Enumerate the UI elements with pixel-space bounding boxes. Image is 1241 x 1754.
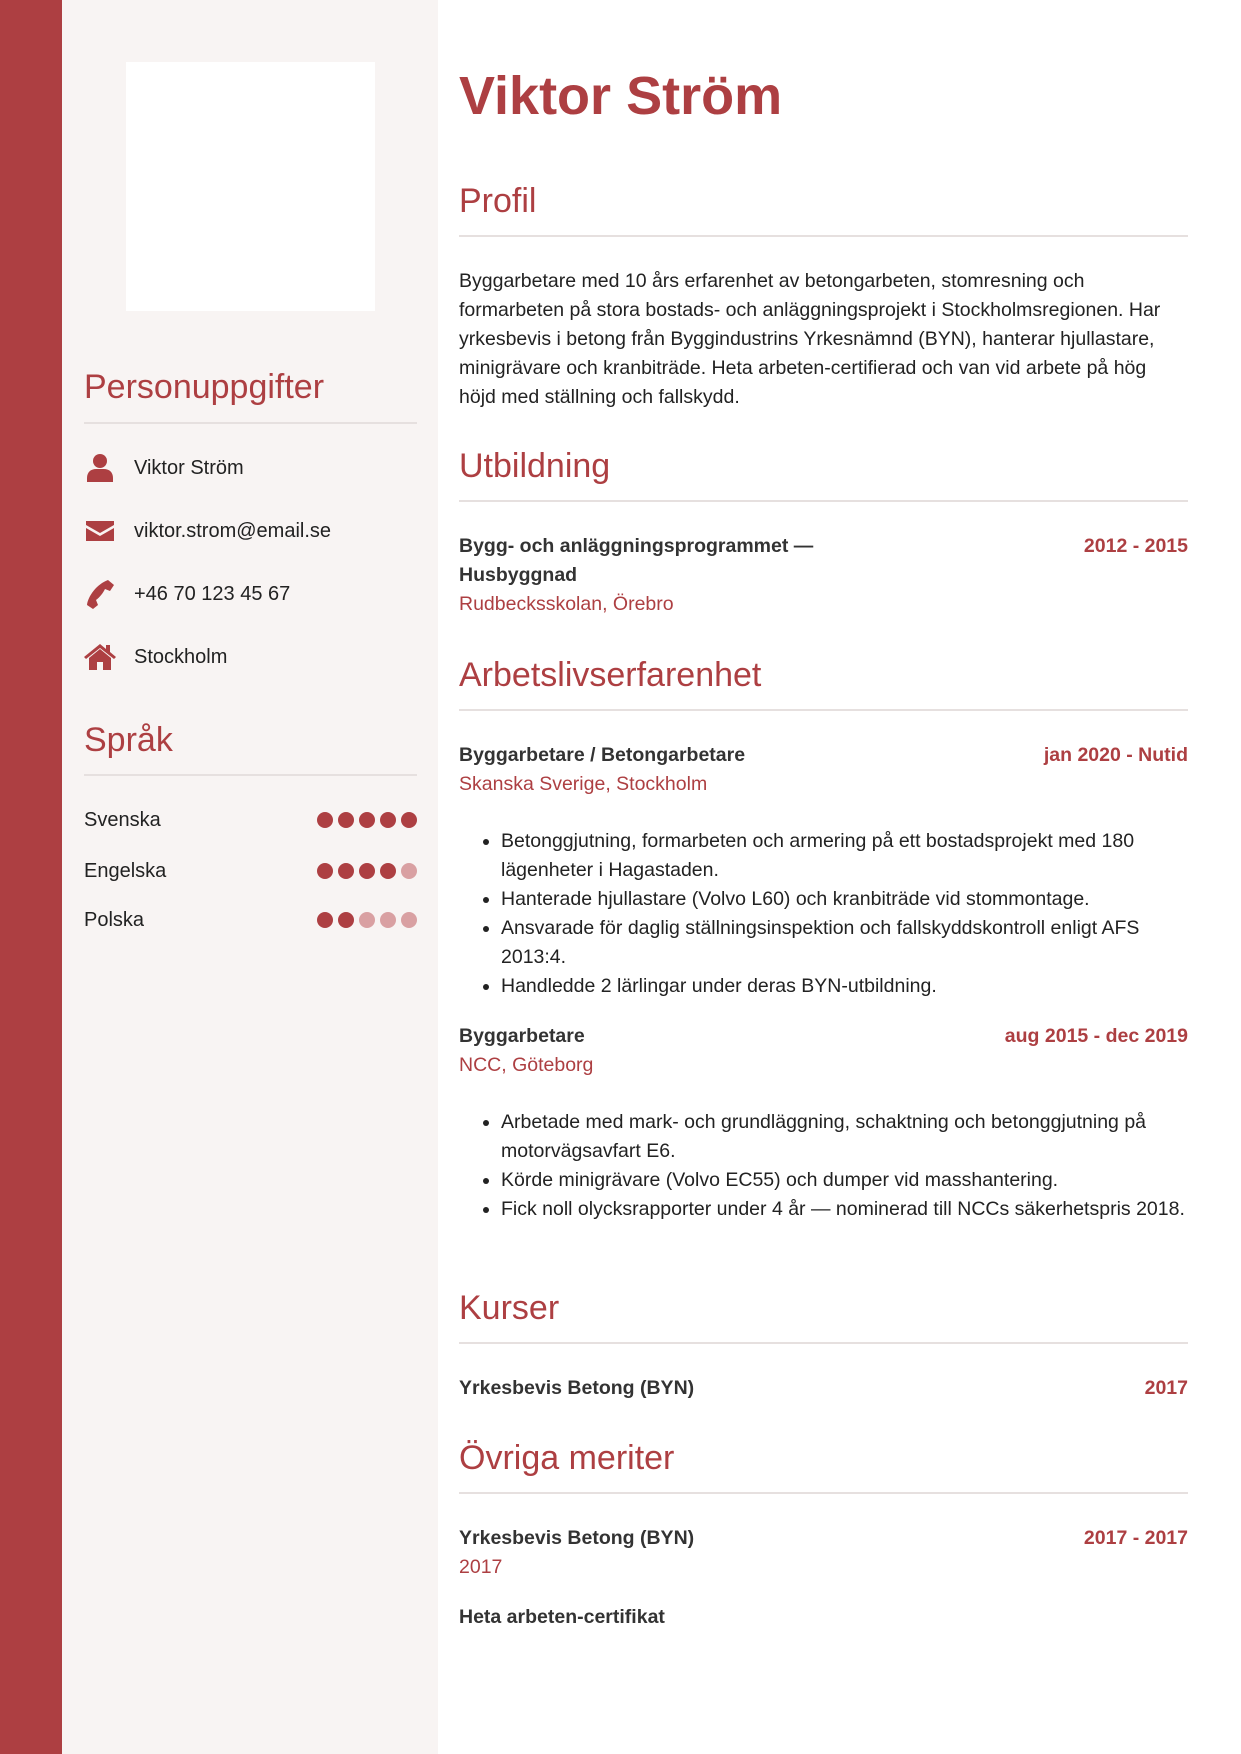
contact-email[interactable] xyxy=(84,516,331,546)
language-row xyxy=(84,905,417,935)
job-date: aug 2015 - dec 2019 xyxy=(1004,1025,1188,1047)
job-date: jan 2020 - Nutid xyxy=(1043,744,1188,766)
level-dot xyxy=(338,863,354,879)
entry-title: Heta arbeten-certifikat xyxy=(459,1606,665,1628)
language-name: Svenska xyxy=(84,808,161,831)
level-dot xyxy=(380,812,396,828)
language-level xyxy=(317,863,417,879)
job-entry xyxy=(459,1022,1188,1224)
bullet-item: • Betonggjutning, formarbeten och armering på ett bostadsprojekt med 180 lägenheter i Hagastaden. xyxy=(501,827,1188,885)
level-dot xyxy=(317,912,333,928)
education-section xyxy=(459,446,1188,619)
personal-heading: Personuppgifter xyxy=(84,368,325,406)
section-heading: Övriga meriter xyxy=(459,1439,675,1477)
level-dot xyxy=(380,912,396,928)
language-row xyxy=(84,856,417,886)
divider xyxy=(459,709,1188,711)
entry-date: 2017 - 2017 xyxy=(1083,1527,1188,1549)
envelope-icon xyxy=(84,515,116,547)
level-dot xyxy=(338,812,354,828)
divider xyxy=(459,500,1188,502)
level-dot xyxy=(401,812,417,828)
user-icon xyxy=(84,452,116,484)
contact-phone[interactable] xyxy=(84,579,290,609)
divider xyxy=(459,1342,1188,1344)
bullet-item: • Hanterade hjullastare (Volvo L60) och kranbiträde vid stommontage. xyxy=(501,885,1188,914)
job-bullets xyxy=(459,827,1188,1001)
bullet-item: • Körde minigrävare (Volvo EC55) och dumper vid masshantering. xyxy=(501,1166,1188,1195)
level-dot xyxy=(359,912,375,928)
contact-text: viktor.strom@email.se xyxy=(134,519,332,542)
profile-section xyxy=(459,181,1188,412)
other-section xyxy=(459,1438,1188,1632)
contact-name xyxy=(84,453,244,483)
job-company: NCC, Göteborg xyxy=(459,1054,594,1076)
candidate-name: Viktor Ström xyxy=(459,66,783,126)
language-name: Engelska xyxy=(84,859,167,882)
language-name: Polska xyxy=(84,908,145,931)
level-dot xyxy=(401,863,417,879)
entry-date: 2017 xyxy=(1144,1377,1188,1399)
language-row xyxy=(84,805,417,835)
profile-photo xyxy=(126,62,375,311)
level-dot xyxy=(380,863,396,879)
phone-icon xyxy=(84,578,116,610)
entry-title: Bygg- och anläggningsprogrammet — Husbyggnad xyxy=(459,535,814,586)
divider xyxy=(84,774,417,776)
divider xyxy=(84,422,417,424)
work-section xyxy=(459,655,1188,1245)
bullet-item: • Handledde 2 lärlingar under deras BYN-utbildning. xyxy=(501,972,1188,1001)
level-dot xyxy=(338,912,354,928)
home-icon xyxy=(84,641,116,673)
accent-bar xyxy=(0,0,62,1754)
section-heading: Profil xyxy=(459,182,537,220)
level-dot xyxy=(359,863,375,879)
bullet-item: • Fick noll olycksrapporter under 4 år — nominerad till NCCs säkerhetspris 2018. xyxy=(501,1195,1188,1224)
section-heading: Arbetslivserfarenhet xyxy=(459,656,762,694)
divider xyxy=(459,235,1188,237)
contact-text: Viktor Ström xyxy=(134,456,244,479)
section-heading: Kurser xyxy=(459,1289,560,1327)
contact-text: +46 70 123 45 67 xyxy=(134,582,291,605)
courses-section xyxy=(459,1288,1188,1403)
level-dot xyxy=(317,863,333,879)
entry-title: Yrkesbevis Betong (BYN) xyxy=(459,1527,695,1549)
contact-location xyxy=(84,642,227,672)
job-company: Skanska Sverige, Stockholm xyxy=(459,773,708,795)
job-title: Byggarbetare / Betongarbetare xyxy=(459,744,746,766)
language-level xyxy=(317,812,417,828)
level-dot xyxy=(401,912,417,928)
entry-sub: 2017 xyxy=(459,1556,503,1578)
job-bullets xyxy=(459,1108,1188,1224)
profile-text: Byggarbetare med 10 års erfarenhet av betongarbeten, stomresning och formarbeten på stora bostads- och anläggningsprojekt i Stockholmsregionen. Har yrkesbevis i betong från Byggindustrins Yrkesnämnd (BYN), hanterar hjullastare, minigrävare och kranbiträde. Heta arbeten-certifierad och van vid arbete på hög höjd med ställning och fallskydd. xyxy=(459,270,1161,408)
job-entry xyxy=(459,741,1188,1001)
bullet-item: • Ansvarade för daglig ställningsinspektion och fallskyddskontroll enligt AFS 2013:4. xyxy=(501,914,1188,972)
level-dot xyxy=(317,812,333,828)
entry-school: Rudbecksskolan, Örebro xyxy=(459,593,674,615)
entry-date: 2012 - 2015 xyxy=(1083,535,1188,557)
job-title: Byggarbetare xyxy=(459,1025,585,1047)
entry-title: Yrkesbevis Betong (BYN) xyxy=(459,1377,695,1399)
level-dot xyxy=(359,812,375,828)
language-level xyxy=(317,912,417,928)
divider xyxy=(459,1492,1188,1494)
languages-heading: Språk xyxy=(84,721,173,759)
contact-text: Stockholm xyxy=(134,645,228,668)
section-heading: Utbildning xyxy=(459,447,611,485)
bullet-item: • Arbetade med mark- och grundläggning, schaktning och betonggjutning på motorvägsavfart E6. xyxy=(501,1108,1188,1166)
